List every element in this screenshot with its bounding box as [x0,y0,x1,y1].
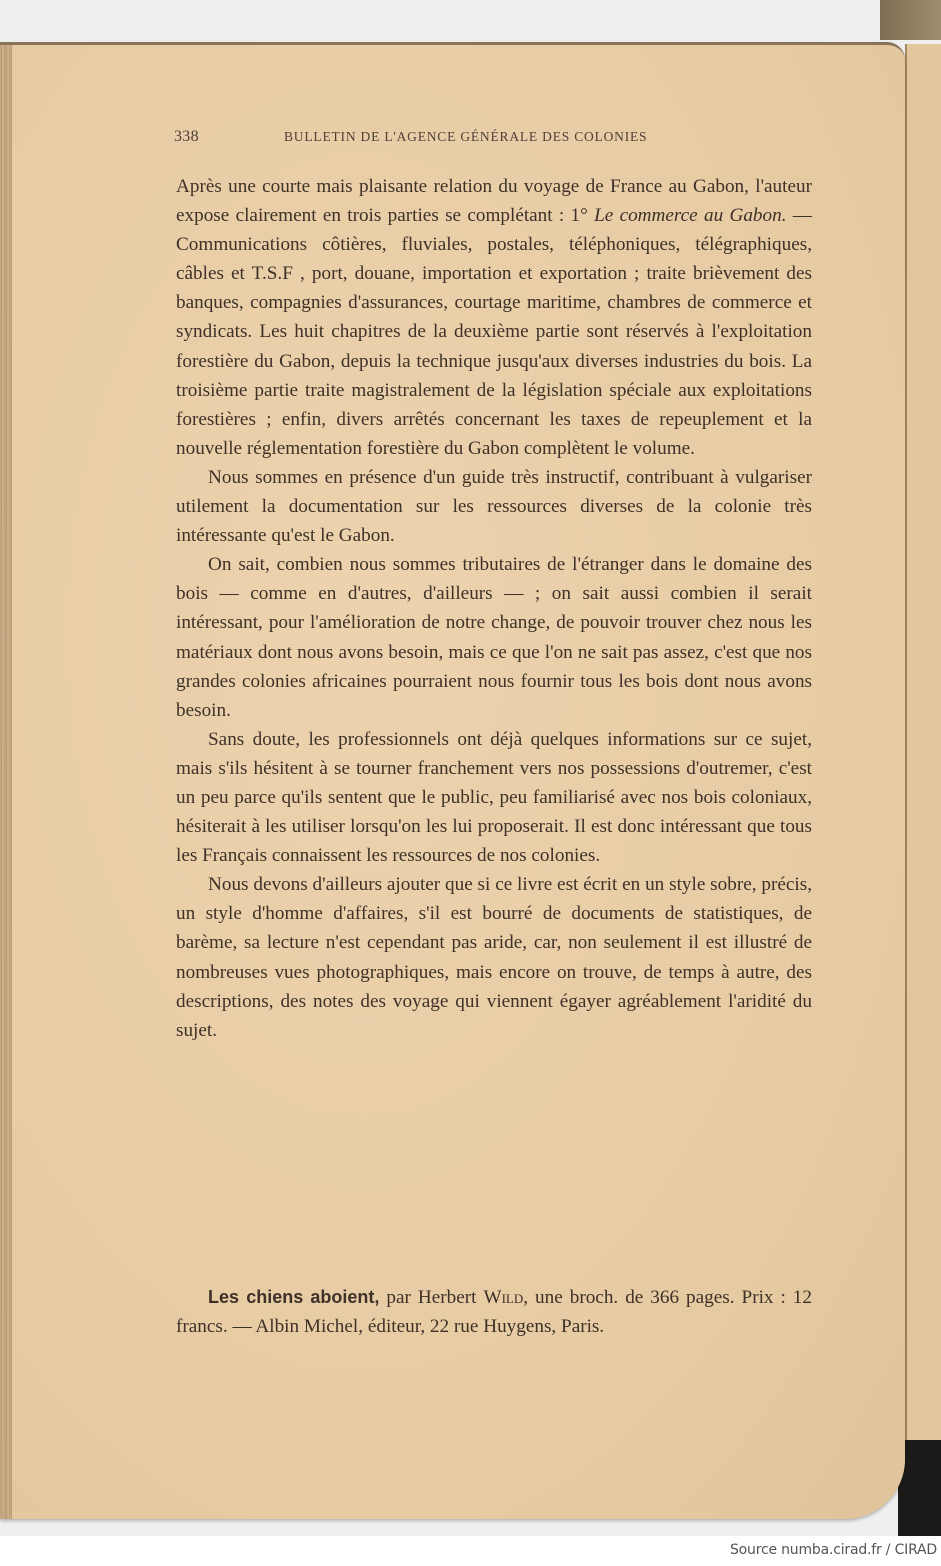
page-number: 338 [174,128,199,145]
journal-title: BULLETIN DE L'AGENCE GÉNÉRALE DES COLONIES [284,129,648,144]
book-review-entry [176,1283,812,1341]
paragraph-1-text-b: — Communications côtières, fluviales, postales, téléphoniques, télégraphiques, câbles et T.S.F , port, douane, importation et exportation ; traite brièvement des banques, compagnies d'assurances, courtage maritime, chambres de commerce et syndicats. Les huit chapitres de la deuxième partie sont réservés à l'exploitation forestière du Gabon, depuis la technique jusqu'aux diverses industries du bois. La troisième partie traite magistralement de la législation spéciale aux exploitations forestières ; enfin, divers arrêtés concernant les taxes de repeuplement et la nouvelle réglementation forestière du Gabon complètent le volume. [176,205,812,459]
paragraph-3: On sait, combien nous sommes tributaires de l'étranger dans le domaine des bois — comme en d'autres, d'ailleurs — ; on sait aussi combien il serait intéressant, pour l'amélioration de notre change, de pouvoir trouver chez nous les matériaux dont nous avons besoin, mais ce que l'on ne sait pas assez, c'est que nos grandes colonies africaines pourraient nous fournir tous les bois dont nous avons besoin. [176,554,812,721]
paragraph-1-text-a: Après une courte mais plaisante relation du voyage de France au Gabon, l'auteur expose clairement en trois parties se complétant : 1° [176,176,812,227]
adjacent-page-edge [905,44,941,1444]
page-stack-edge [0,45,12,1519]
section-title-italic: Le commerce au Gabon. [594,205,787,227]
book-title: Les chiens aboient, [208,1287,380,1307]
source-credit: Source numba.cirad.fr / CIRAD [729,1542,937,1558]
author-surname: Wild [483,1287,524,1308]
review-by: par Herbert [379,1287,484,1308]
book-cover-edge [880,0,941,40]
paragraph-1 [176,172,812,463]
paragraph-5: Nous devons d'ailleurs ajouter que si ce livre est écrit en un style sobre, précis, un style d'homme d'affaires, s'il est bourré de documents de statistiques, de barème, sa lecture n'est cependant pas aride, car, non seulement il est illustré de nombreuses vues photographiques, mais encore on trouve, de temps à autre, des descriptions, des notes des voyage qui viennent égayer agréablement l'aridité du sujet. [176,874,812,1041]
paragraph-4: Sans doute, les professionnels ont déjà quelques informations sur ce sujet, mais s'ils hésitent à se tourner franchement vers nos possessions d'outremer, c'est un peu parce qu'ils sentent que le public, peu familiarisé avec nos bois coloniaux, hésiterait à les utiliser lorsqu'on les lui proposerait. Il est donc intéressant que tous les Français connaissent les ressources de nos colonies. [176,728,812,867]
running-header [174,128,814,150]
article-body [176,172,812,1045]
review-details: , une broch. de 366 pages. Prix : 12 francs. — Albin Michel, éditeur, 22 rue Huygens, Paris. [176,1287,812,1337]
paragraph-2: Nous sommes en présence d'un guide très instructif, contribuant à vulgariser utilement la documentation sur les ressources diverses de la colonie très intéressante qu'est le Gabon. [176,466,812,547]
